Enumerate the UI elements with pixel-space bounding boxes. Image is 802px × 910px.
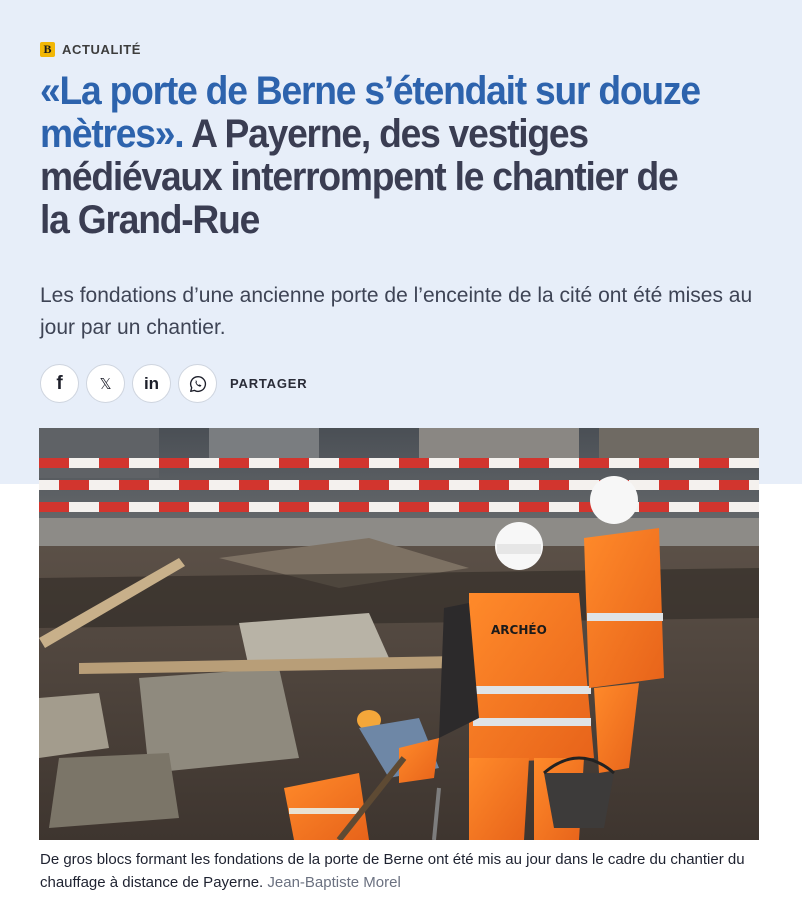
article-photo[interactable]: [39, 428, 759, 840]
kicker-label[interactable]: ACTUALITÉ: [62, 41, 142, 57]
article-lead: Les fondations d’une ancienne porte de l’enceinte de la cité ont été mises au jour par un chantier.: [40, 284, 753, 339]
brand-badge-icon: B: [40, 42, 55, 57]
vest-print: ARCHÉO: [491, 623, 547, 637]
share-whatsapp-button[interactable]: [178, 364, 217, 403]
x-icon: 𝕏: [99, 374, 112, 393]
page-title: [40, 70, 710, 242]
kicker: [40, 40, 141, 58]
facebook-icon: f: [56, 372, 63, 394]
share-bar: [40, 364, 307, 403]
photo-credit: Jean-Baptiste Morel: [267, 874, 401, 891]
whatsapp-icon: [189, 375, 207, 393]
caption-text: De gros blocs formant les fondations de la porte de Berne ont été mis au jour dans le cadre du chantier du chauffage à distance de Payerne.: [40, 851, 745, 891]
photo-caption: [40, 848, 760, 894]
share-x-button[interactable]: [86, 364, 125, 403]
linkedin-icon: in: [143, 373, 160, 393]
headline-quote: «La porte de Berne s’étendait sur douze mètres».: [40, 69, 700, 156]
headline-rest: A Payerne, des vestiges médiévaux interrompent le chantier de la Grand-Rue: [40, 112, 678, 242]
excavation-photo-illustration: [39, 428, 759, 840]
share-label: PARTAGER: [230, 376, 308, 391]
share-facebook-button[interactable]: [40, 364, 79, 403]
share-linkedin-button[interactable]: [132, 364, 171, 403]
